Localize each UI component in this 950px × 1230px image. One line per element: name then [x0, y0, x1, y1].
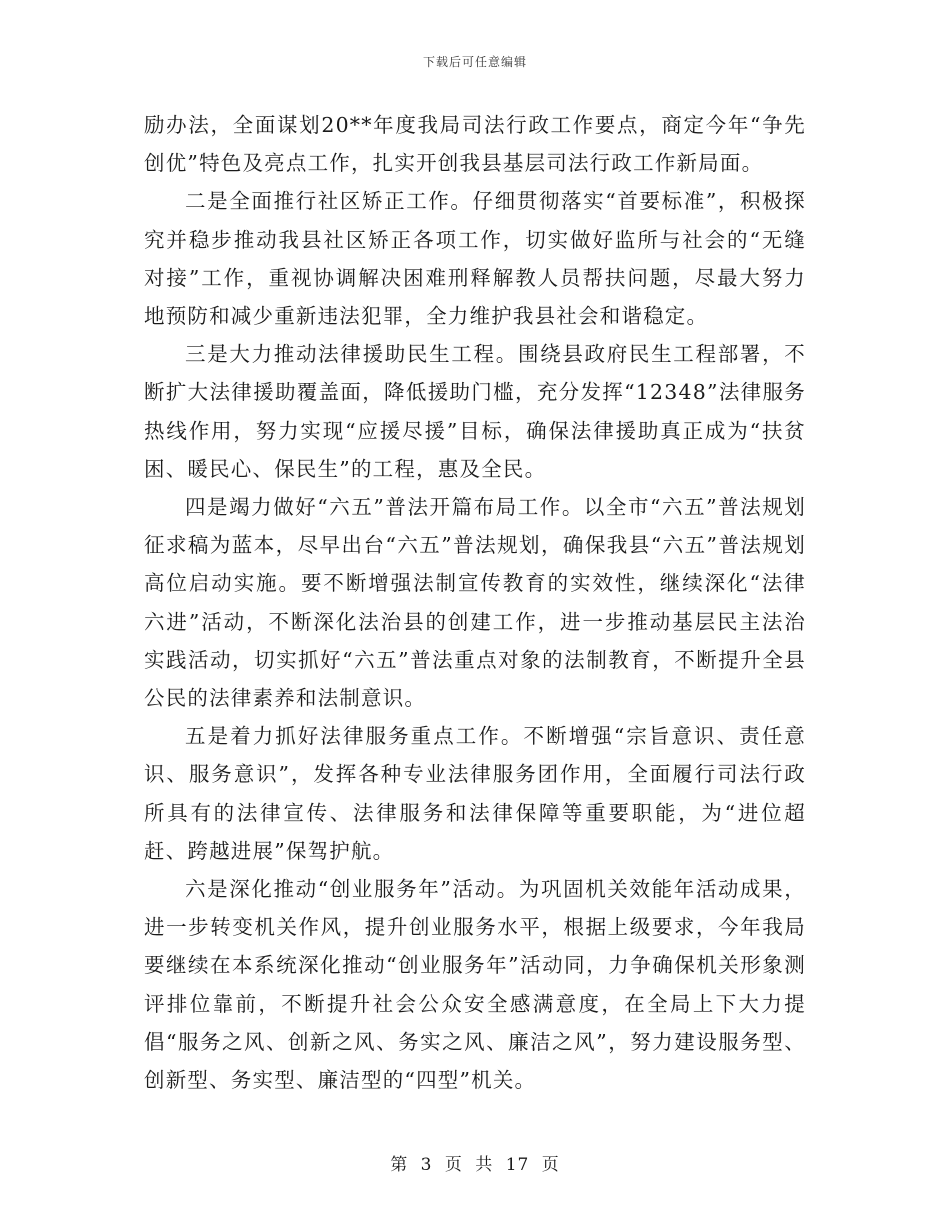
- header-note: 下载后可任意编辑: [422, 55, 527, 69]
- paragraph-legal-services: 五是着力抓好法律服务重点工作。不断增强“宗旨意识、责任意识、服务意识”，发挥各种专业法律服务团作用，全面履行司法行政所具有的法律宣传、法律服务和法律保障等重要职能，为“进位超赶、跨越进展”保驾护航。: [144, 724, 806, 863]
- paragraph-community-correction: 二是全面推行社区矫正工作。仔细贯彻落实“首要标准”，积极探究并稳步推动我县社区矫正各项工作，切实做好监所与社会的“无缝对接”工作，重视协调解决困难刑释解教人员帮扶问题，尽最大努力地预防和减少重新违法犯罪，全力维护我县社会和谐稳定。: [144, 189, 806, 329]
- paragraph-service-year: 六是深化推动“创业服务年”活动。为巩固机关效能年活动成果，进一步转变机关作风，提升创业服务水平，根据上级要求，今年我局要继续在本系统深化推动“创业服务年”活动同，力争确保机关形象测评排位靠前，不断提升社会公众安全感满意度，在全局上下大力提倡“服务之风、创新之风、务实之风、廉洁之风”，努力建设服务型、创新型、务实型、廉洁型的“四型”机关。: [144, 877, 806, 1093]
- paragraph-legal-education: 四是竭力做好“六五”普法开篇布局工作。以全市“六五”普法规划征求稿为蓝本，尽早出台“六五”普法规划，确保我县“六五”普法规划高位启动实施。要不断增强法制宣传教育的实效性，继续深化“法律六进”活动，不断深化法治县的创建工作，进一步推动基层民主法治实践活动，切实抓好“六五”普法重点对象的法制教育，不断提升全县公民的法律素养和法制意识。: [144, 495, 806, 711]
- page-number-footer: 第 3 页 共 17 页: [390, 1155, 560, 1175]
- document-body: [144, 106, 806, 1099]
- paragraph-legal-aid: 三是大力推动法律援助民生工程。围绕县政府民生工程部署，不断扩大法律援助覆盖面，降低援助门槛，充分发挥“12348”法律服务热线作用，努力实现“应援尽援”目标，确保法律援助真正成为“扶贫困、暖民心、保民生”的工程，惠及全民。: [144, 342, 806, 481]
- paragraph-continued: 励办法，全面谋划20**年度我局司法行政工作要点，商定今年“争先创优”特色及亮点工作，扎实开创我县基层司法行政工作新局面。: [144, 113, 806, 176]
